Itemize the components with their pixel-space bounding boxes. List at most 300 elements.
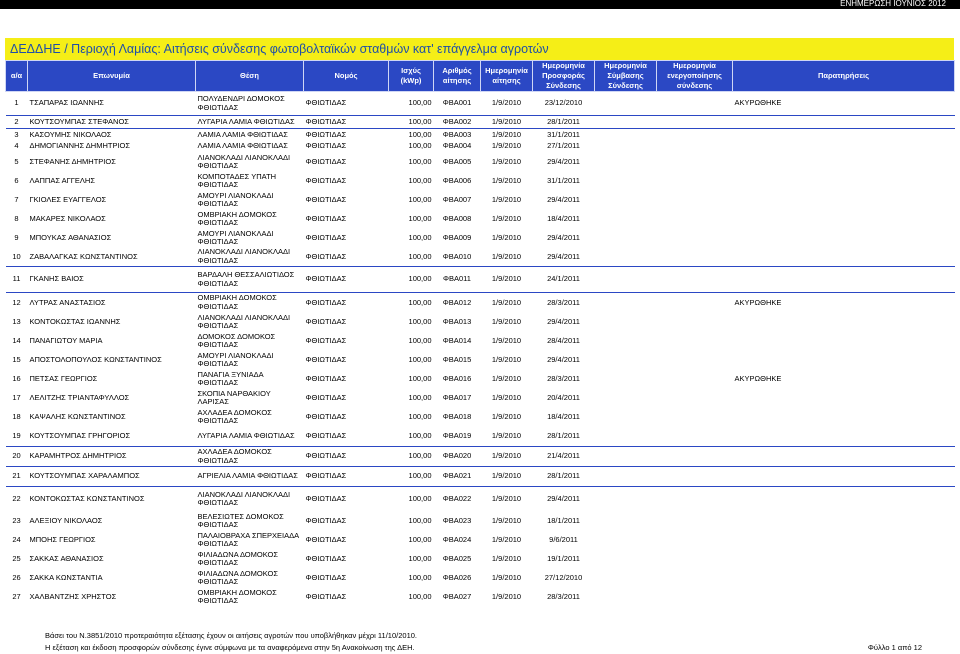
row-index: 13: [12, 316, 21, 326]
contract-date: [595, 210, 657, 229]
offer-date: 19/1/2011: [547, 553, 580, 563]
location: ΦΙΛΙΑΔΩΝΑ ΔΟΜΟΚΟΣ ΦΘΙΩΤΙΔΑΣ: [197, 568, 278, 586]
row-index: 9: [14, 232, 19, 242]
power-kwp: 100,00: [408, 316, 432, 326]
row-index: 16: [12, 373, 21, 383]
applicant-name: ΖΑΒΑΛΑΓΚΑΣ ΚΩΝΣΤΑΝΤΙΝΟΣ: [29, 251, 138, 261]
offer-date: 9/6/2011: [549, 534, 578, 544]
remarks: [733, 248, 955, 267]
activation-date: [657, 447, 733, 467]
offer-date: 28/3/2011: [547, 591, 580, 601]
prefecture: ΦΘΙΩΤΙΔΑΣ: [304, 116, 389, 129]
contract-date: [595, 267, 657, 293]
table-row: [6, 427, 955, 447]
contract-date: [595, 512, 657, 531]
power-kwp: 100,00: [408, 373, 432, 383]
prefecture: ΦΘΙΩΤΙΔΑΣ: [305, 156, 347, 166]
prefecture: ΦΘΙΩΤΙΔΑΣ: [305, 316, 347, 326]
top-banner: [0, 0, 960, 9]
table-row: [6, 487, 955, 512]
application-date: 1/9/2010: [491, 572, 522, 582]
application-date: 1/9/2010: [481, 467, 533, 487]
contract-date: [595, 427, 657, 447]
remarks: [733, 389, 955, 408]
applicant-name: ΚΟΝΤΟΚΩΣΤΑΣ ΚΩΝΣΤΑΝΤΙΝΟΣ: [28, 487, 196, 512]
remarks: [733, 229, 955, 248]
contract-date: [595, 293, 657, 313]
application-number: ΦΒΑ005: [442, 156, 472, 166]
prefecture: ΦΘΙΩΤΙΔΑΣ: [305, 141, 347, 151]
applicant-name: ΣΑΚΚΑ ΚΩΝΣΤΑΝΤΙΑ: [29, 572, 103, 582]
activation-date: [657, 467, 733, 487]
power-kwp: 100,00: [389, 129, 434, 141]
offer-date: 28/3/2011: [533, 293, 595, 313]
activation-date: [657, 370, 733, 389]
prefecture: ΦΘΙΩΤΙΔΑΣ: [304, 267, 389, 293]
application-number: ΦΒΑ027: [442, 591, 472, 601]
applicant-name: ΚΑΣΟΥΜΗΣ ΝΙΚΟΛΑΟΣ: [28, 129, 196, 141]
remarks: [733, 267, 955, 293]
contract-date: [595, 153, 657, 172]
contract-date: [595, 389, 657, 408]
contract-date: [595, 370, 657, 389]
row-index: 26: [12, 572, 21, 582]
power-kwp: 100,00: [408, 515, 432, 525]
offer-date: 20/4/2011: [547, 392, 580, 402]
table-row: [6, 92, 955, 116]
page-number: Φύλλο 1 από 12: [867, 643, 922, 652]
application-number: ΦΒΑ024: [442, 534, 472, 544]
application-date: 1/9/2010: [491, 316, 522, 326]
application-date: 1/9/2010: [491, 431, 522, 440]
offer-date: 29/4/2011: [547, 316, 580, 326]
application-number: ΦΒΑ019: [442, 431, 472, 440]
row-index: 10: [12, 251, 21, 261]
update-date: ΕΝΗΜΕΡΩΣΗ ΙΟΥΝΙΟΣ 2012: [840, 0, 946, 8]
applicant-name: ΚΟΝΤΟΚΩΣΤΑΣ ΙΩΑΝΝΗΣ: [29, 316, 121, 326]
table-row: [6, 389, 955, 408]
column-header: Θέση: [196, 61, 304, 92]
remarks: [733, 531, 955, 550]
application-number: ΦΒΑ015: [442, 354, 472, 364]
application-date: 1/9/2010: [481, 487, 533, 512]
remarks: [733, 153, 955, 172]
application-number: ΦΒΑ010: [442, 251, 472, 261]
contract-date: [595, 467, 657, 487]
application-date: 1/9/2010: [491, 175, 522, 185]
row-index: 15: [12, 354, 21, 364]
activation-date: [657, 191, 733, 210]
contract-date: [595, 447, 657, 467]
power-kwp: 100,00: [408, 175, 432, 185]
row-index: 5: [14, 156, 19, 166]
activation-date: [657, 141, 733, 153]
application-date: 1/9/2010: [491, 141, 522, 151]
remarks: [733, 467, 955, 487]
remarks: [733, 351, 955, 370]
location: ΚΟΜΠΟΤΑΔΕΣ ΥΠΑΤΗ ΦΘΙΩΤΙΔΑΣ: [197, 171, 277, 189]
row-index: 6: [14, 175, 19, 185]
prefecture: ΦΘΙΩΤΙΔΑΣ: [304, 467, 389, 487]
application-number: ΦΒΑ006: [442, 175, 472, 185]
remarks: [733, 588, 955, 607]
application-number: ΦΒΑ020: [434, 447, 481, 467]
applicant-name: ΠΕΤΣΑΣ ΓΕΩΡΓΙΟΣ: [29, 373, 98, 383]
applicant-name: ΧΑΛΒΑΝΤΖΗΣ ΧΡΗΣΤΟΣ: [29, 591, 117, 601]
table-row: [6, 370, 955, 389]
power-kwp: 100,00: [408, 141, 432, 151]
row-index: 8: [14, 213, 19, 223]
applicant-name: ΜΑΚΑΡΕΣ ΝΙΚΟΛΑΟΣ: [29, 213, 106, 223]
prefecture: ΦΘΙΩΤΙΔΑΣ: [305, 572, 347, 582]
location: ΟΜΒΡΙΑΚΗ ΔΟΜΟΚΟΣ ΦΘΙΩΤΙΔΑΣ: [196, 293, 304, 313]
contract-date: [595, 141, 657, 153]
power-kwp: 100,00: [389, 447, 434, 467]
offer-date: 27/1/2011: [547, 141, 580, 151]
row-index: 1: [14, 98, 19, 108]
table-row: [6, 550, 955, 569]
remarks: [733, 116, 955, 129]
contract-date: [595, 172, 657, 191]
table-row: [6, 588, 955, 607]
column-header: Ημερομηνία Προσφοράς Σύνδεσης: [533, 61, 595, 92]
location: ΛΙΑΝΟΚΛΑΔΙ ΛΙΑΝΟΚΛΑΔΙ ΦΘΙΩΤΙΔΑΣ: [197, 312, 291, 330]
applicant-name: ΜΠΟΥΚΑΣ ΑΘΑΝΑΣΙΟΣ: [29, 232, 112, 242]
location: ΟΜΒΡΙΑΚΗ ΔΟΜΟΚΟΣ ΦΘΙΩΤΙΔΑΣ: [197, 209, 277, 227]
column-header: α/α: [6, 61, 28, 92]
application-date: 1/9/2010: [481, 293, 533, 313]
power-kwp: 100,00: [408, 591, 432, 601]
activation-date: [657, 267, 733, 293]
offer-date: 28/1/2011: [533, 467, 595, 487]
table-body: [6, 92, 955, 607]
prefecture: ΦΘΙΩΤΙΔΑΣ: [305, 251, 347, 261]
activation-date: [657, 588, 733, 607]
column-header: Ημερομηνία αίτησης: [481, 61, 533, 92]
application-date: 1/9/2010: [491, 392, 522, 402]
application-number: ΦΒΑ007: [442, 194, 472, 204]
table-row: [6, 116, 955, 129]
table-row: [6, 129, 955, 141]
application-date: 1/9/2010: [491, 534, 522, 544]
power-kwp: 100,00: [408, 213, 432, 223]
applicant-name: ΚΟΥΤΣΟΥΜΠΑΣ ΓΡΗΓΟΡΙΟΣ: [29, 431, 131, 440]
activation-date: [657, 550, 733, 569]
application-number: ΦΒΑ022: [434, 487, 481, 512]
application-number: ΦΒΑ013: [442, 316, 472, 326]
prefecture: ΦΘΙΩΤΙΔΑΣ: [305, 175, 347, 185]
row-index: 20: [6, 447, 28, 467]
offer-date: 31/1/2011: [533, 129, 595, 141]
applicant-name: ΔΗΜΟΓΙΑΝΝΗΣ ΔΗΜΗΤΡΙΟΣ: [29, 141, 131, 151]
table-row: [6, 408, 955, 427]
activation-date: [657, 210, 733, 229]
row-index: 25: [12, 553, 21, 563]
activation-date: [657, 408, 733, 427]
column-header: Ισχύς (kWp): [389, 61, 434, 92]
location: ΑΧΛΑΔΕΑ ΔΟΜΟΚΟΣ ΦΘΙΩΤΙΔΑΣ: [197, 407, 272, 425]
applicant-name: ΚΑΨΑΛΗΣ ΚΩΝΣΤΑΝΤΙΝΟΣ: [29, 411, 126, 421]
location: ΒΑΡΔΑΛΗ ΘΕΣΣΑΛΙΩΤΙΔΟΣ ΦΘΙΩΤΙΔΑΣ: [196, 267, 304, 293]
application-number: ΦΒΑ025: [442, 553, 472, 563]
activation-date: [657, 389, 733, 408]
applicant-name: ΛΥΤΡΑΣ ΑΝΑΣΤΑΣΙΟΣ: [28, 293, 196, 313]
activation-date: [657, 487, 733, 512]
application-number: ΦΒΑ026: [442, 572, 472, 582]
remarks: ΑΚΥΡΩΘΗΚΕ: [733, 293, 955, 313]
application-date: 1/9/2010: [491, 515, 522, 525]
power-kwp: 100,00: [408, 156, 432, 166]
table-row: [6, 293, 955, 313]
row-index: 14: [12, 335, 21, 345]
offer-date: 29/4/2011: [533, 487, 595, 512]
column-header: Παρατηρήσεις: [733, 61, 955, 92]
power-kwp: 100,00: [389, 116, 434, 129]
remarks: [733, 313, 955, 332]
applicant-name: ΑΛΕΞΙΟΥ ΝΙΚΟΛΑΟΣ: [29, 515, 103, 525]
title-bar: [5, 38, 954, 60]
application-number: ΦΒΑ002: [434, 116, 481, 129]
row-index: 17: [12, 392, 21, 402]
activation-date: [657, 229, 733, 248]
remarks: ΑΚΥΡΩΘΗΚΕ: [734, 373, 782, 383]
location: ΑΓΡΙΕΛΙΑ ΛΑΜΙΑ ΦΘΙΩΤΙΔΑΣ: [196, 467, 304, 487]
location: ΠΑΝΑΓΙΑ ΞΥΝΙΑΔΑ ΦΘΙΩΤΙΔΑΣ: [197, 369, 264, 387]
application-number: ΦΒΑ023: [442, 515, 472, 525]
location: ΑΜΟΥΡΙ ΛΙΑΝΟΚΛΑΔΙ ΦΘΙΩΤΙΔΑΣ: [197, 228, 274, 246]
activation-date: [657, 512, 733, 531]
application-date: 1/9/2010: [491, 213, 522, 223]
contract-date: [595, 588, 657, 607]
remarks: [733, 191, 955, 210]
contract-date: [595, 550, 657, 569]
table-row: [6, 313, 955, 332]
offer-date: 27/12/2010: [544, 572, 583, 582]
application-date: 1/9/2010: [491, 194, 522, 204]
page-title: ΔΕΔΔΗΕ / Περιοχή Λαμίας: Αιτήσεις σύνδεσης φωτοβολταϊκών σταθμών κατ' επάγγελμα αγροτών: [10, 42, 549, 56]
contract-date: [595, 248, 657, 267]
remarks: [733, 447, 955, 467]
table-row: [6, 447, 955, 467]
power-kwp: 100,00: [408, 251, 432, 261]
location: ΒΕΛΕΣΙΩΤΕΣ ΔΟΜΟΚΟΣ ΦΘΙΩΤΙΔΑΣ: [197, 511, 284, 529]
power-kwp: 100,00: [408, 335, 432, 345]
prefecture: ΦΘΙΩΤΙΔΑΣ: [305, 213, 347, 223]
row-index: 27: [12, 591, 21, 601]
activation-date: [657, 248, 733, 267]
prefecture: ΦΘΙΩΤΙΔΑΣ: [305, 335, 347, 345]
prefecture: ΦΘΙΩΤΙΔΑΣ: [304, 447, 389, 467]
table-row: [6, 248, 955, 267]
power-kwp: 100,00: [408, 392, 432, 402]
remarks: [733, 210, 955, 229]
contract-date: [595, 531, 657, 550]
remarks: [733, 172, 955, 191]
remarks: [733, 569, 955, 588]
prefecture: ΦΘΙΩΤΙΔΑΣ: [304, 487, 389, 512]
prefecture: ΦΘΙΩΤΙΔΑΣ: [305, 98, 347, 108]
contract-date: [595, 408, 657, 427]
application-date: 1/9/2010: [481, 267, 533, 293]
application-date: 1/9/2010: [491, 373, 522, 383]
applicant-name: ΚΟΥΤΣΟΥΜΠΑΣ ΧΑΡΑΛΑΜΠΟΣ: [28, 467, 196, 487]
power-kwp: 100,00: [408, 534, 432, 544]
application-date: 1/9/2010: [491, 553, 522, 563]
table-row: [6, 351, 955, 370]
offer-date: 28/4/2011: [547, 335, 580, 345]
power-kwp: 100,00: [408, 354, 432, 364]
table-header-row: [6, 61, 955, 92]
applicant-name: ΣΤΕΦΑΝΗΣ ΔΗΜΗΤΡΙΟΣ: [29, 156, 116, 166]
row-index: 22: [6, 487, 28, 512]
offer-date: 18/4/2011: [547, 213, 580, 223]
row-index: 19: [12, 431, 21, 440]
table-row: [6, 191, 955, 210]
application-number: ΦΒΑ009: [442, 232, 472, 242]
application-date: 1/9/2010: [491, 591, 522, 601]
activation-date: [657, 351, 733, 370]
application-date: 1/9/2010: [481, 116, 533, 129]
power-kwp: 100,00: [408, 98, 432, 108]
offer-date: 29/4/2011: [547, 354, 580, 364]
application-number: ΦΒΑ017: [442, 392, 472, 402]
power-kwp: 100,00: [408, 431, 432, 440]
contract-date: [595, 569, 657, 588]
activation-date: [657, 569, 733, 588]
location: ΛΙΑΝΟΚΛΑΔΙ ΛΙΑΝΟΚΛΑΔΙ ΦΘΙΩΤΙΔΑΣ: [196, 487, 304, 512]
power-kwp: 100,00: [389, 487, 434, 512]
location: ΛΙΑΝΟΚΛΑΔΙ ΛΙΑΝΟΚΛΑΔΙ ΦΘΙΩΤΙΔΑΣ: [197, 247, 291, 265]
row-index: 24: [12, 534, 21, 544]
location: ΛΑΜΙΑ ΛΑΜΙΑ ΦΘΙΩΤΙΔΑΣ: [197, 141, 288, 151]
applicant-name: ΑΠΟΣΤΟΛΟΠΟΥΛΟΣ ΚΩΝΣΤΑΝΤΙΝΟΣ: [29, 354, 162, 364]
prefecture: ΦΘΙΩΤΙΔΑΣ: [305, 373, 347, 383]
prefecture: ΦΘΙΩΤΙΔΑΣ: [305, 411, 347, 421]
offer-date: 21/4/2011: [533, 447, 595, 467]
activation-date: [657, 332, 733, 351]
prefecture: ΦΘΙΩΤΙΔΑΣ: [305, 515, 347, 525]
table-row: [6, 229, 955, 248]
applicant-name: ΤΣΑΠΑΡΑΣ ΙΩΑΝΝΗΣ: [29, 98, 104, 108]
table-row: [6, 332, 955, 351]
table-row: [6, 153, 955, 172]
power-kwp: 100,00: [408, 572, 432, 582]
application-date: 1/9/2010: [491, 335, 522, 345]
activation-date: [657, 427, 733, 447]
prefecture: ΦΘΙΩΤΙΔΑΣ: [305, 354, 347, 364]
prefecture: ΦΘΙΩΤΙΔΑΣ: [305, 232, 347, 242]
remarks: [733, 141, 955, 153]
row-index: 2: [6, 116, 28, 129]
footer-note-2: Η εξέταση και έκδοση προσφορών σύνδεσης έγινε σύμφωνα με τα αναφερόμενα στην 5η Ανακοίνωση της ΔΕΗ.: [45, 643, 415, 652]
application-date: 1/9/2010: [491, 156, 522, 166]
application-number: ΦΒΑ014: [442, 335, 472, 345]
application-date: 1/9/2010: [491, 411, 522, 421]
applicant-name: ΚΟΥΤΣΟΥΜΠΑΣ ΣΤΕΦΑΝΟΣ: [28, 116, 196, 129]
row-index: 4: [14, 141, 19, 151]
application-number: ΦΒΑ001: [442, 98, 472, 108]
power-kwp: 100,00: [408, 194, 432, 204]
application-number: ΦΒΑ012: [434, 293, 481, 313]
power-kwp: 100,00: [389, 467, 434, 487]
table-row: [6, 141, 955, 153]
application-date: 1/9/2010: [491, 251, 522, 261]
contract-date: [595, 92, 657, 116]
application-date: 1/9/2010: [481, 447, 533, 467]
applicant-name: ΛΑΠΠΑΣ ΑΓΓΕΛΗΣ: [29, 175, 95, 185]
power-kwp: 100,00: [408, 553, 432, 563]
table-row: [6, 172, 955, 191]
application-number: ΦΒΑ011: [434, 267, 481, 293]
row-index: 12: [6, 293, 28, 313]
location: ΟΜΒΡΙΑΚΗ ΔΟΜΟΚΟΣ ΦΘΙΩΤΙΔΑΣ: [197, 587, 277, 605]
row-index: 18: [12, 411, 21, 421]
application-number: ΦΒΑ018: [442, 411, 472, 421]
remarks: [733, 512, 955, 531]
contract-date: [595, 191, 657, 210]
row-index: 3: [6, 129, 28, 141]
remarks: [733, 332, 955, 351]
contract-date: [595, 332, 657, 351]
offer-date: 29/4/2011: [547, 232, 580, 242]
activation-date: [657, 313, 733, 332]
location: ΛΥΓΑΡΙΑ ΛΑΜΙΑ ΦΘΙΩΤΙΔΑΣ: [197, 431, 295, 440]
application-number: ΦΒΑ021: [434, 467, 481, 487]
row-index: 11: [6, 267, 28, 293]
column-header: Ημερομηνία ενεργοποίησης σύνδεσης: [657, 61, 733, 92]
activation-date: [657, 293, 733, 313]
prefecture: ΦΘΙΩΤΙΔΑΣ: [305, 194, 347, 204]
table-row: [6, 512, 955, 531]
remarks: ΑΚΥΡΩΘΗΚΕ: [734, 98, 782, 108]
location: ΦΙΛΙΑΔΩΝΑ ΔΟΜΟΚΟΣ ΦΘΙΩΤΙΔΑΣ: [197, 549, 278, 567]
offer-date: 31/1/2011: [547, 175, 580, 185]
row-index: 23: [12, 515, 21, 525]
contract-date: [595, 129, 657, 141]
applicant-name: ΓΚΑΝΗΣ ΒΑΙΟΣ: [28, 267, 196, 293]
location: ΑΜΟΥΡΙ ΛΙΑΝΟΚΛΑΔΙ ΦΘΙΩΤΙΔΑΣ: [197, 190, 274, 208]
offer-date: 24/1/2011: [533, 267, 595, 293]
application-number: ΦΒΑ016: [442, 373, 472, 383]
applicant-name: ΠΑΝΑΓΙΩΤΟΥ ΜΑΡΙΑ: [29, 335, 103, 345]
applicant-name: ΜΠΟΗΣ ΓΕΩΡΓΙΟΣ: [29, 534, 96, 544]
offer-date: 28/1/2011: [533, 116, 595, 129]
table-row: [6, 569, 955, 588]
remarks: [733, 550, 955, 569]
table-row: [6, 267, 955, 293]
power-kwp: 100,00: [408, 411, 432, 421]
row-index: 21: [6, 467, 28, 487]
application-number: ΦΒΑ008: [442, 213, 472, 223]
applicant-name: ΓΚΙΟΛΕΣ ΕΥΑΓΓΕΛΟΣ: [29, 194, 107, 204]
column-header: Επωνυμία: [28, 61, 196, 92]
location: ΣΚΟΠΙΑ ΝΑΡΘΑΚΙΟΥ ΛΑΡΙΣΑΣ: [197, 388, 271, 406]
remarks: [733, 487, 955, 512]
activation-date: [657, 129, 733, 141]
applicant-name: ΚΑΡΑΜΗΤΡΟΣ ΔΗΜΗΤΡΙΟΣ: [28, 447, 196, 467]
activation-date: [657, 92, 733, 116]
prefecture: ΦΘΙΩΤΙΔΑΣ: [305, 534, 347, 544]
applicant-name: ΛΕΛΙΤΖΗΣ ΤΡΙΑΝΤΑΦΥΛΛΟΣ: [29, 392, 130, 402]
offer-date: 28/3/2011: [547, 373, 580, 383]
footer-note-1: Βάσει του Ν.3851/2010 προτεραιότητα εξέτασης έχουν οι αιτήσεις αγροτών που υποβλήθηκαν μέχρι 11/10/2010.: [45, 631, 417, 640]
location: ΑΧΛΑΔΕΑ ΔΟΜΟΚΟΣ ΦΘΙΩΤΙΔΑΣ: [196, 447, 304, 467]
offer-date: 29/4/2011: [547, 251, 580, 261]
offer-date: 28/1/2011: [547, 431, 580, 440]
contract-date: [595, 229, 657, 248]
activation-date: [657, 116, 733, 129]
prefecture: ΦΘΙΩΤΙΔΑΣ: [305, 431, 347, 440]
